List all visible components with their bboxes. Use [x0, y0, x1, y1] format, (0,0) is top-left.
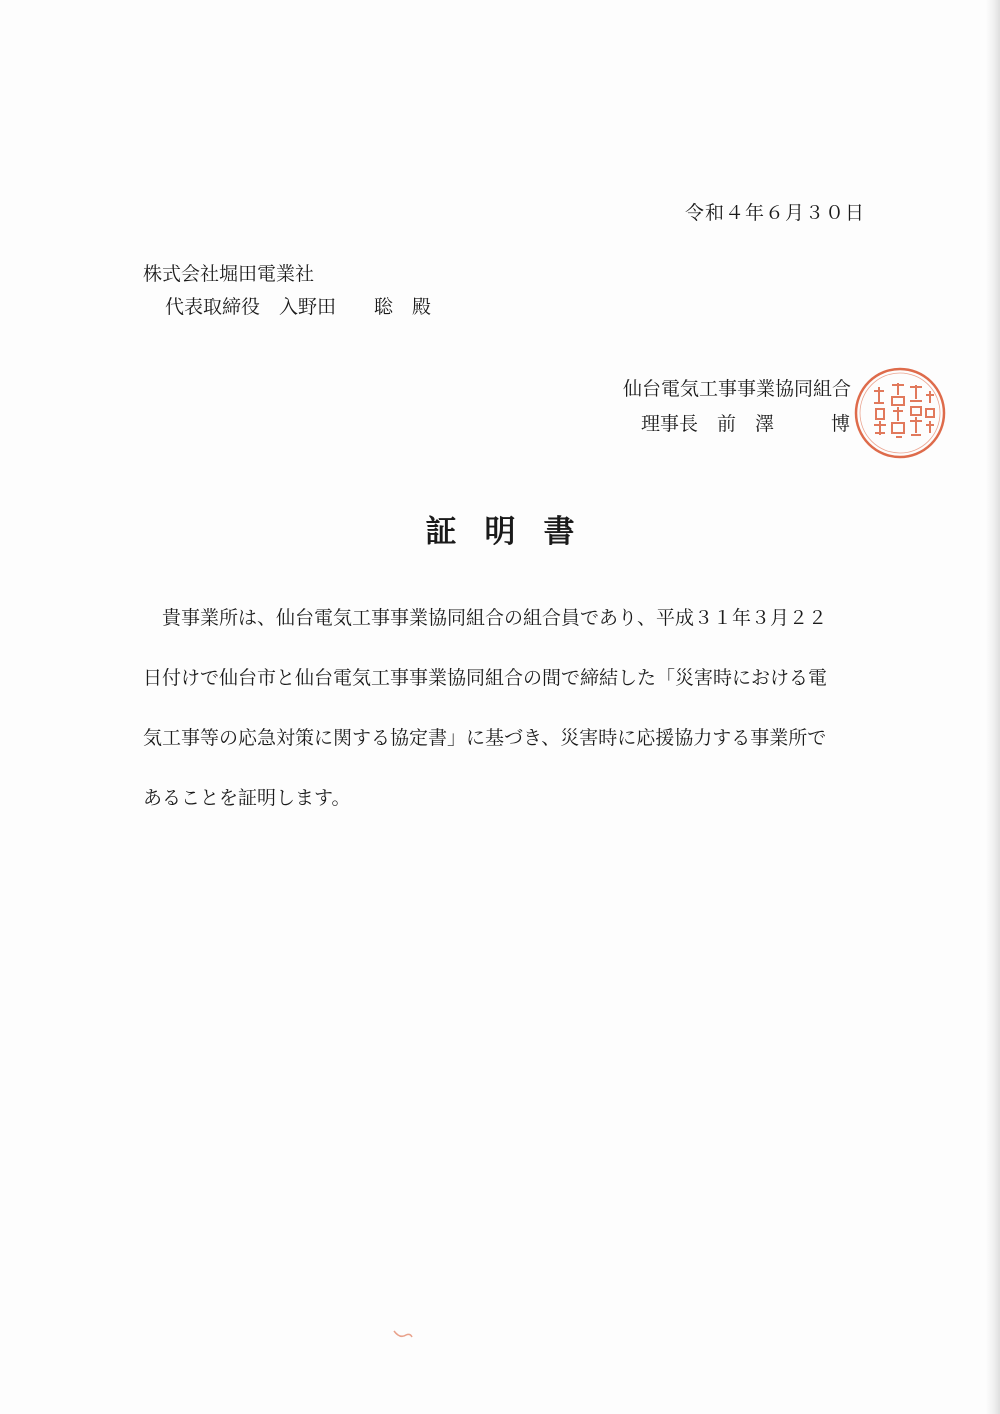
issue-date: 令和４年６月３０日	[684, 202, 865, 224]
certificate-body	[143, 588, 873, 828]
body-line: 日付けで仙台市と仙台電気工事事業協同組合の間で締結した「災害時における電	[143, 667, 828, 689]
body-line: 貴事業所は、仙台電気工事事業協同組合の組合員であり、平成３１年３月２２	[143, 607, 828, 629]
recipient-block	[143, 258, 431, 324]
body-line: 気工事等の応急対策に関する協定書」に基づき、災害時に応援協力する事業所で	[143, 727, 827, 749]
recipient-title-line: 代表取締役 入野田 聡 殿	[165, 296, 432, 318]
sender-chairman-line: 理事長 前 澤 博	[641, 413, 851, 435]
sender-block	[623, 372, 851, 442]
seal-outer-ring	[856, 369, 944, 457]
scan-edge-shadow	[986, 0, 1000, 1414]
sender-organization: 仙台電気工事事業協同組合	[623, 378, 852, 400]
recipient-company: 株式会社堀田電業社	[143, 263, 315, 285]
body-line: あることを証明します。	[143, 787, 351, 809]
seal-glyph-strokes	[874, 383, 934, 437]
document-title: 証明書	[425, 514, 603, 550]
official-seal-stamp	[852, 365, 948, 461]
scan-smudge-mark	[392, 1327, 414, 1341]
